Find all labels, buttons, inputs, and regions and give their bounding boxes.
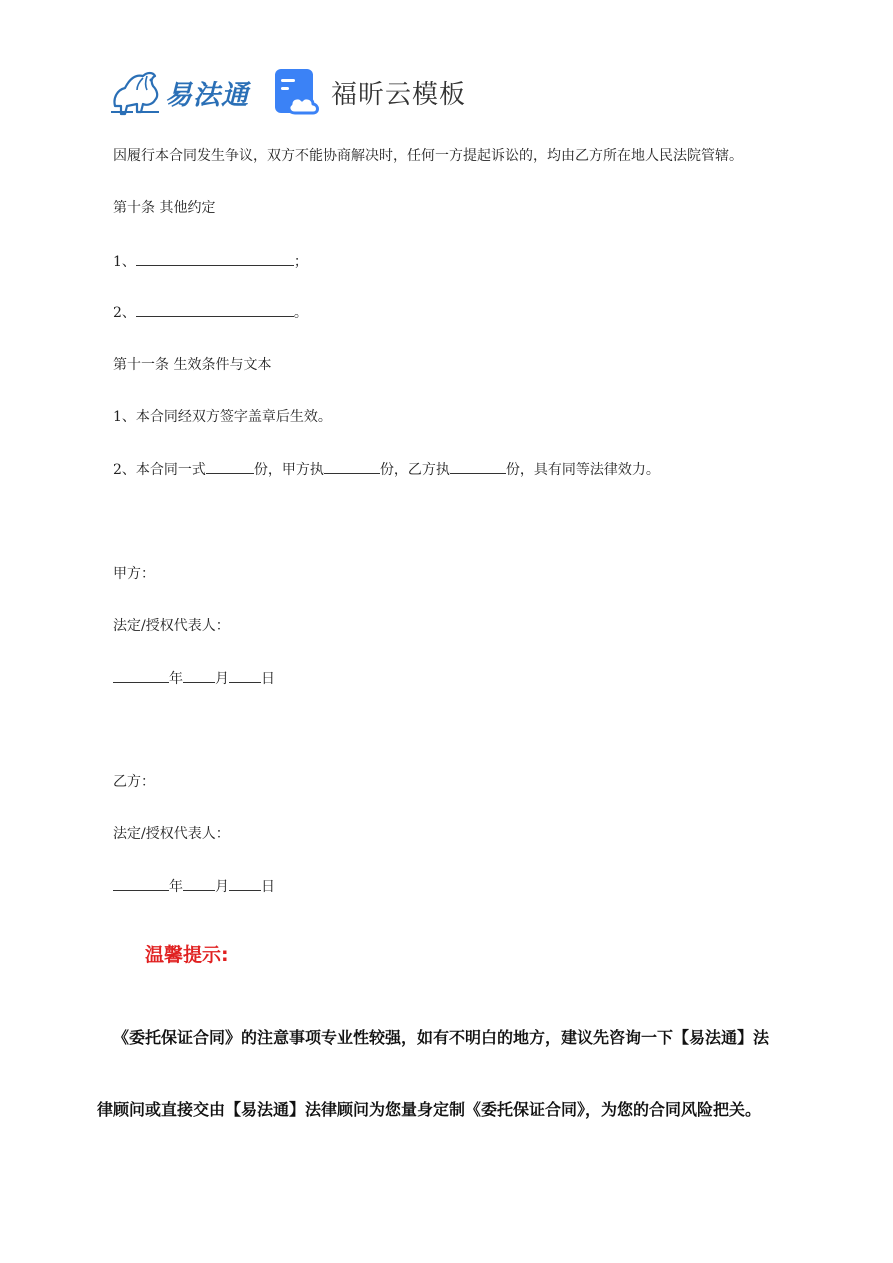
effect-2-part-d: 份，具有同等法律效力。	[505, 462, 660, 478]
article-10-item-2	[113, 302, 308, 323]
party-b-year-blank[interactable]	[113, 876, 169, 891]
party-b-label: 乙方：	[113, 774, 155, 790]
effect-2-part-b: 份，甲方执	[253, 462, 324, 478]
article-10-title: 第十条 其他约定	[113, 200, 216, 216]
year-label: 年	[169, 671, 183, 687]
tips-line-1: 《委托保证合同》的注意事项专业性较强，如有不明白的地方，建议先咨询一下【易法通】法	[113, 1028, 770, 1047]
tips-title: 温馨提示:	[145, 944, 229, 966]
effect-2-part-a: 2、本合同一式	[113, 462, 206, 478]
party-a-date	[113, 668, 275, 689]
party-a-day-blank[interactable]	[229, 668, 261, 683]
day-label: 日	[261, 671, 275, 687]
cloud-document-icon	[273, 67, 321, 117]
effect-2-part-c: 份，乙方执	[379, 462, 450, 478]
month-label: 月	[215, 879, 229, 895]
article-11-title: 第十一条 生效条件与文本	[113, 357, 272, 373]
header-logos	[107, 62, 466, 122]
yifatong-logo-text: 易法通	[165, 79, 249, 111]
dispute-clause: 因履行本合同发生争议，双方不能协商解决时，任何一方提起诉讼的，均由乙方所在地人民法院管辖。	[113, 148, 743, 164]
item-2-blank[interactable]	[136, 302, 294, 317]
item-2-suffix: 。	[293, 305, 308, 321]
item-1-suffix: ；	[293, 254, 308, 270]
month-label: 月	[215, 671, 229, 687]
item-2-prefix: 2、	[113, 305, 136, 321]
party-b-day-blank[interactable]	[229, 876, 261, 891]
tips-line-2: 律顾问或直接交由【易法通】法律顾问为您量身定制《委托保证合同》，为您的合同风险把关。	[97, 1100, 762, 1119]
horse-icon	[107, 66, 163, 118]
day-label: 日	[261, 879, 275, 895]
yifatong-logo	[107, 64, 249, 120]
party-b-date	[113, 876, 275, 897]
fuxin-logo	[273, 67, 466, 117]
item-1-blank[interactable]	[136, 251, 294, 266]
fuxin-logo-text: 福昕云模板	[331, 79, 467, 110]
party-a-month-blank[interactable]	[183, 668, 215, 683]
copies-party-b-blank[interactable]	[450, 459, 506, 474]
effect-clause-2	[113, 459, 660, 480]
effect-clause-1: 1、本合同经双方签字盖章后生效。	[113, 409, 332, 425]
copies-total-blank[interactable]	[206, 459, 254, 474]
party-a-representative: 法定/授权代表人：	[113, 618, 230, 634]
party-a-year-blank[interactable]	[113, 668, 169, 683]
year-label: 年	[169, 879, 183, 895]
article-10-item-1	[113, 251, 308, 272]
party-b-representative: 法定/授权代表人：	[113, 826, 230, 842]
party-b-month-blank[interactable]	[183, 876, 215, 891]
copies-party-a-blank[interactable]	[324, 459, 380, 474]
item-1-prefix: 1、	[113, 254, 136, 270]
party-a-label: 甲方：	[113, 566, 155, 582]
